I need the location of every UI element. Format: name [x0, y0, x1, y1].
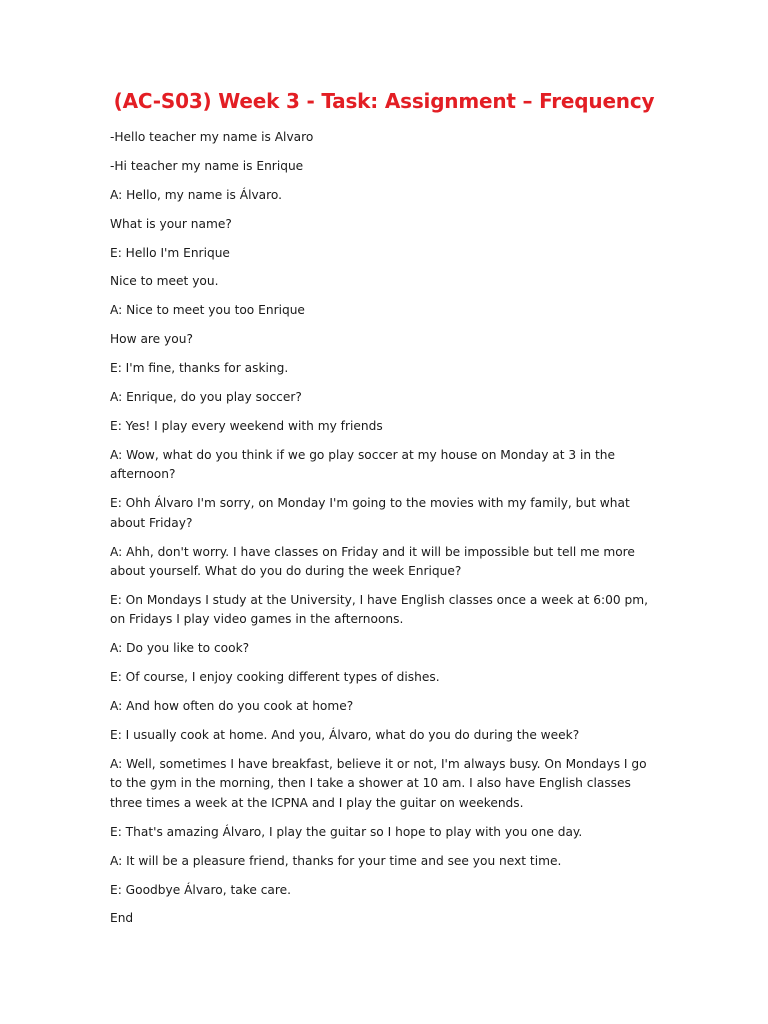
paragraph: A: Well, sometimes I have breakfast, believe it or not, I'm always busy. On Mondays I go to the gym in the morning, then I take a shower at 10 am. I also have English classes three times a week at the ICPNA and I play the guitar on weekends. — [110, 756, 647, 810]
paragraph: E: Goodbye Álvaro, take care. — [110, 882, 291, 897]
paragraph: A: Hello, my name is Álvaro. — [110, 187, 283, 202]
paragraph: End — [110, 911, 134, 926]
document-body — [110, 128, 658, 938]
paragraph: E: Ohh Álvaro I'm sorry, on Monday I'm going to the movies with my family, but what about Friday? — [110, 496, 630, 530]
paragraph: -Hello teacher my name is Alvaro — [110, 130, 314, 144]
paragraph: A: Nice to meet you too Enrique — [110, 303, 305, 318]
paragraph: E: On Mondays I study at the University, I have English classes once a week at 6:00 pm, on Fridays I play video games in the afternoons. — [110, 592, 649, 627]
paragraph: E: I'm fine, thanks for asking. — [110, 361, 289, 376]
paragraph: A: Wow, what do you think if we go play soccer at my house on Monday at 3 in the afternoon? — [110, 447, 616, 482]
paragraph: A: It will be a pleasure friend, thanks for your time and see you next time. — [110, 853, 562, 868]
paragraph: -Hi teacher my name is Enrique — [110, 158, 304, 173]
paragraph: A: Ahh, don't worry. I have classes on Friday and it will be impossible but tell me more about yourself. What do you do during the week Enrique? — [110, 544, 635, 579]
paragraph: E: That's amazing Álvaro, I play the guitar so I hope to play with you one day. — [110, 824, 583, 839]
paragraph: A: And how often do you cook at home? — [110, 699, 354, 714]
paragraph: E: Hello I'm Enrique — [110, 245, 230, 260]
paragraph: A: Do you like to cook? — [110, 641, 250, 656]
paragraph: Nice to meet you. — [110, 274, 219, 289]
paragraph: How are you? — [110, 332, 193, 347]
paragraph: What is your name? — [110, 216, 232, 231]
paragraph: A: Enrique, do you play soccer? — [110, 390, 302, 405]
paragraph: E: I usually cook at home. And you, Álvaro, what do you do during the week? — [110, 728, 580, 743]
paragraph: E: Yes! I play every weekend with my friends — [110, 418, 383, 433]
document-title: (AC-S03) Week 3 - Task: Assignment – Frequency — [113, 89, 655, 113]
paragraph: E: Of course, I enjoy cooking different types of dishes. — [110, 670, 440, 685]
